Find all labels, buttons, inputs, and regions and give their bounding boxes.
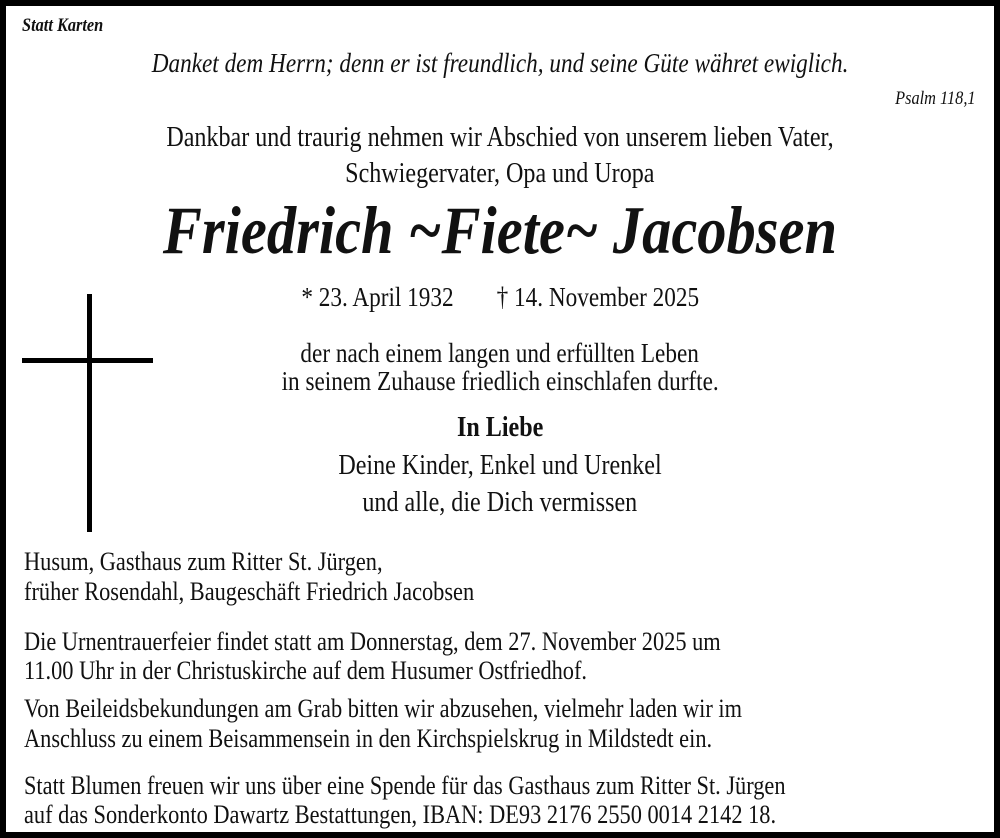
description-line-1 <box>6 340 994 367</box>
description-line-2-text: in seinem Zuhause friedlich einschlafen durfte. <box>281 366 719 396</box>
donation-line-2 <box>24 802 898 828</box>
condolence-line-2 <box>24 726 824 752</box>
psalm-quote-text: Danket dem Herrn; denn er ist freundlich, und seine Güte währet ewiglich. <box>151 48 849 78</box>
condolence-line-2-text: Anschluss zu einem Beisammensein in den Kirchspielskrug in Mildstedt ein. <box>24 724 713 753</box>
funeral-line-1-text: Die Urnentrauerfeier findet statt am Donnerstag, dem 27. November 2025 um <box>24 627 721 656</box>
in-love-label-text: In Liebe <box>456 412 544 443</box>
death-date: † 14. November 2025 <box>496 282 699 312</box>
description-line-1-text: der nach einem langen und erfüllten Leben <box>300 338 700 368</box>
in-love-label <box>6 414 994 442</box>
address-line-2 <box>24 579 547 605</box>
intro-line-1 <box>6 124 994 152</box>
family-line-2 <box>6 489 994 517</box>
funeral-line-2 <box>24 658 679 684</box>
address-line-1-text: Husum, Gasthaus zum Ritter St. Jürgen, <box>24 547 383 576</box>
condolence-line-1 <box>24 696 859 722</box>
psalm-quote <box>6 50 994 77</box>
family-line-1-text: Deine Kinder, Enkel und Urenkel <box>338 450 662 481</box>
header-label-text: Statt Karten <box>22 15 104 36</box>
funeral-line-1 <box>24 629 834 655</box>
psalm-reference <box>882 89 976 108</box>
donation-line-1-text: Statt Blumen freuen wir uns über eine Spende für das Gasthaus zum Ritter St. Jürgen <box>24 771 786 800</box>
address-line-1 <box>24 549 441 575</box>
donation-line-2-text: auf das Sonderkonto Dawartz Bestattungen, IBAN: DE93 2176 2550 0014 2142 18. <box>24 800 777 829</box>
intro-line-1-text: Dankbar und traurig nehmen wir Abschied von unserem lieben Vater, <box>166 122 834 153</box>
funeral-line-2-text: 11.00 Uhr in der Christuskirche auf dem Husumer Ostfriedhof. <box>24 656 588 685</box>
donation-line-1 <box>24 773 910 799</box>
address-line-2-text: früher Rosendahl, Baugeschäft Friedrich Jacobsen <box>24 577 475 606</box>
condolence-line-1-text: Von Beileidsbekundungen am Grab bitten wir abzusehen, vielmehr laden wir im <box>24 694 743 723</box>
life-dates-inner <box>301 284 699 311</box>
family-line-2-text: und alle, die Dich vermissen <box>362 487 638 518</box>
psalm-reference-text: Psalm 118,1 <box>895 88 976 109</box>
deceased-name-text: Friedrich ~Fiete~ Jacobsen <box>162 192 838 268</box>
birth-date: * 23. April 1932 <box>301 282 454 312</box>
intro-line-2-text: Schwiegervater, Opa und Uropa <box>345 158 655 189</box>
family-line-1 <box>6 452 994 480</box>
obituary-notice <box>6 6 994 832</box>
intro-line-2 <box>6 160 994 188</box>
deceased-name <box>6 192 994 268</box>
life-dates <box>6 284 994 311</box>
header-label <box>22 16 117 35</box>
description-line-2 <box>6 368 994 395</box>
